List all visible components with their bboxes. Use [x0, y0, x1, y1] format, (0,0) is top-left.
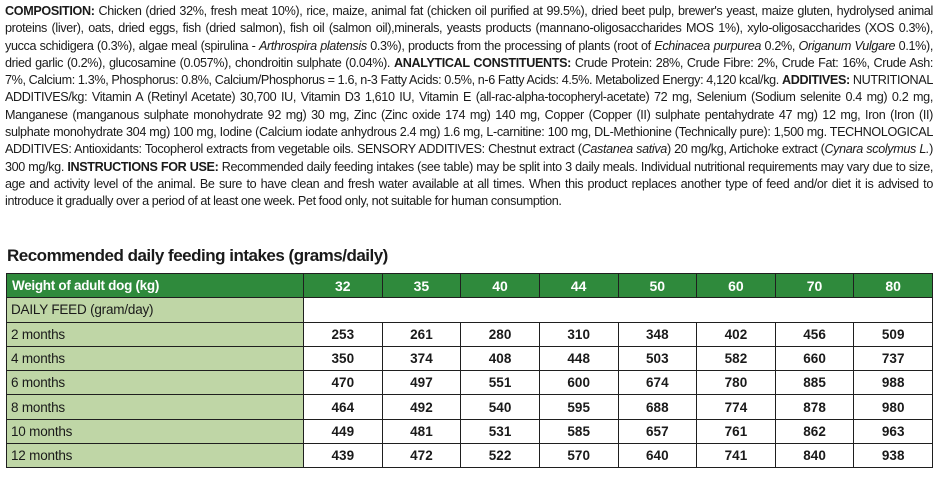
weight-header-cell: 32 [304, 274, 383, 298]
table-row [7, 346, 933, 370]
table-cell: 980 [854, 395, 933, 419]
weight-header-row [7, 274, 933, 298]
age-label: 6 months [7, 371, 304, 395]
table-cell: 448 [539, 346, 618, 370]
table-cell: 585 [539, 419, 618, 443]
table-cell: 737 [854, 346, 933, 370]
table-cell: 456 [775, 322, 854, 346]
composition-text: Chicken (dried 32%, fresh meat 10%), rice, maize, animal fat (chicken oil purified at 99.5%), dried beet pulp, brewer's yeast, maize gluten, hydrolysed animal proteins (liver), oats, dried eggs, fish (dried salmon), fish oil (salmon oil),minerals, yeasts products (mannano-oligosaccharides MOS 1%), xylo-oligosaccharides (XOS 0.3%), yucca schidigera (0.3%), algae meal (spirulina - [5, 4, 933, 53]
table-cell: 464 [304, 395, 383, 419]
table-cell: 774 [697, 395, 776, 419]
table-cell: 657 [618, 419, 697, 443]
table-cell: 741 [697, 444, 776, 468]
additives-text: ) 300 mg/kg. [5, 142, 934, 174]
table-cell: 253 [304, 322, 383, 346]
composition-italic: Arthrospira platensis [258, 38, 367, 53]
weight-header-cell: 44 [539, 274, 618, 298]
table-cell: 310 [539, 322, 618, 346]
age-label: 12 months [7, 444, 304, 468]
additives-label: ADDITIVES: [781, 73, 850, 88]
instructions-text: Recommended daily feeding intakes (see table) may be split into 3 daily meals. Individual nutritional requirements may vary due to size, age and activity level of the animal. Be sure to have clean and fresh water available at all times. When this product replaces another type of feed and/or diet it is advised to introduce it gradually over a period of at least one week. Pet food only, not suitable for human consumption. [5, 159, 934, 209]
table-cell: 522 [461, 444, 540, 468]
weight-header-cell: 50 [618, 274, 697, 298]
age-label: 2 months [7, 322, 304, 346]
table-cell: 540 [461, 395, 540, 419]
table-row [7, 395, 933, 419]
daily-feed-subheader-row [7, 298, 933, 322]
table-cell: 439 [304, 444, 383, 468]
composition-italic: Echinacea purpurea [654, 38, 762, 53]
table-cell: 674 [618, 371, 697, 395]
table-cell: 261 [382, 322, 461, 346]
table-cell: 472 [382, 444, 461, 468]
analytical-constituents-text: Crude Protein: 28%, Crude Fibre: 2%, Crude Fat: 16%, Crude Ash: 7%, Calcium: 1.3%, Phosphorus: 0.8%, Calcium/Phosphorus = 1.6, n-3 Fatty Acids: 0.5%, n-6 Fatty Acids: 4.5%. Metabolized Energy: 4,120 kcal/kg. [5, 55, 933, 88]
additives-italic: Castanea sativa [581, 142, 667, 157]
table-cell: 374 [382, 346, 461, 370]
table-cell: 582 [697, 346, 776, 370]
table-cell: 862 [775, 419, 854, 443]
instructions-label: INSTRUCTIONS FOR USE: [67, 159, 219, 174]
table-cell: 449 [304, 419, 383, 443]
additives-italic: Cynara scolymus L. [824, 142, 930, 157]
table-cell: 492 [382, 395, 461, 419]
table-cell: 660 [775, 346, 854, 370]
weight-header-cell: 60 [697, 274, 776, 298]
table-row [7, 322, 933, 346]
additives-text: ) 20 mg/kg, Artichoke extract ( [666, 142, 825, 157]
table-cell: 470 [304, 371, 383, 395]
age-label: 10 months [7, 419, 304, 443]
composition-paragraph [5, 3, 933, 211]
weight-header-cell: 40 [461, 274, 540, 298]
table-cell: 570 [539, 444, 618, 468]
table-cell: 640 [618, 444, 697, 468]
table-cell: 402 [697, 322, 776, 346]
table-row [7, 419, 933, 443]
table-cell: 840 [775, 444, 854, 468]
analytical-constituents-label: ANALYTICAL CONSTITUENTS: [393, 55, 571, 70]
table-cell: 688 [618, 395, 697, 419]
composition-text: 0.2%, [761, 38, 799, 53]
weight-header-label: Weight of adult dog (kg) [7, 274, 304, 298]
table-cell: 509 [854, 322, 933, 346]
table-cell: 503 [618, 346, 697, 370]
table-cell: 761 [697, 419, 776, 443]
composition-text: 0.1%), dried garlic (0.2%), glucosamine (0.057%), chondroitin sulphate (0.04%). [5, 38, 933, 70]
additives-text: NUTRITIONAL ADDITIVES/kg: Vitamin A (Retinyl Acetate) 30,700 IU, Vitamin D3 1,610 IU, Vitamin E (all-rac-alpha-tocopheryl-acetate) 72 mg, Selenium (Sodium selenite 0.4 mg) 0.2 mg, Manganese (manganous sulphate monohydrate 92 mg) 30 mg, Zinc (Zinc oxide 174 mg) 140 mg, Copper (Copper (II) sulphate pentahydrate 47 mg) 12 mg, Iron (Iron (II) sulphate monohydrate 304 mg) 100 mg, Iodine (Calcium iodate anhydrous 2.4 mg) 1.6 mg, L-carnitine: 100 mg, DL-Methionine (Technically pure): 1,500 mg. TECHNOLOGICAL ADDITIVES: Antioxidants: Tocopherol extracts from vegetable oils. SENSORY ADDITIVES: Chestnut extract ( [5, 73, 933, 157]
table-cell: 531 [461, 419, 540, 443]
table-cell: 938 [854, 444, 933, 468]
age-label: 4 months [7, 346, 304, 370]
weight-header-cell: 70 [775, 274, 854, 298]
table-cell: 885 [775, 371, 854, 395]
table-cell: 408 [461, 346, 540, 370]
composition-text: 0.3%), products from the processing of plants (root of [366, 38, 655, 53]
table-cell: 878 [775, 395, 854, 419]
table-cell: 963 [854, 419, 933, 443]
weight-header-cell: 80 [854, 274, 933, 298]
table-row [7, 371, 933, 395]
composition-italic: Origanum Vulgare [798, 38, 896, 53]
table-cell: 497 [382, 371, 461, 395]
table-row [7, 444, 933, 468]
table-cell: 348 [618, 322, 697, 346]
table-title: Recommended daily feeding intakes (grams/daily) [7, 246, 388, 265]
composition-label: COMPOSITION: [5, 4, 95, 18]
table-cell: 280 [461, 322, 540, 346]
table-cell: 988 [854, 371, 933, 395]
feeding-table [6, 273, 933, 468]
daily-feed-label: DAILY FEED (gram/day) [7, 298, 304, 322]
table-cell: 481 [382, 419, 461, 443]
table-cell: 350 [304, 346, 383, 370]
table-cell: 551 [461, 371, 540, 395]
weight-header-cell: 35 [382, 274, 461, 298]
table-cell: 780 [697, 371, 776, 395]
table-cell: 600 [539, 371, 618, 395]
age-label: 8 months [7, 395, 304, 419]
table-cell: 595 [539, 395, 618, 419]
daily-feed-blank [304, 298, 933, 322]
